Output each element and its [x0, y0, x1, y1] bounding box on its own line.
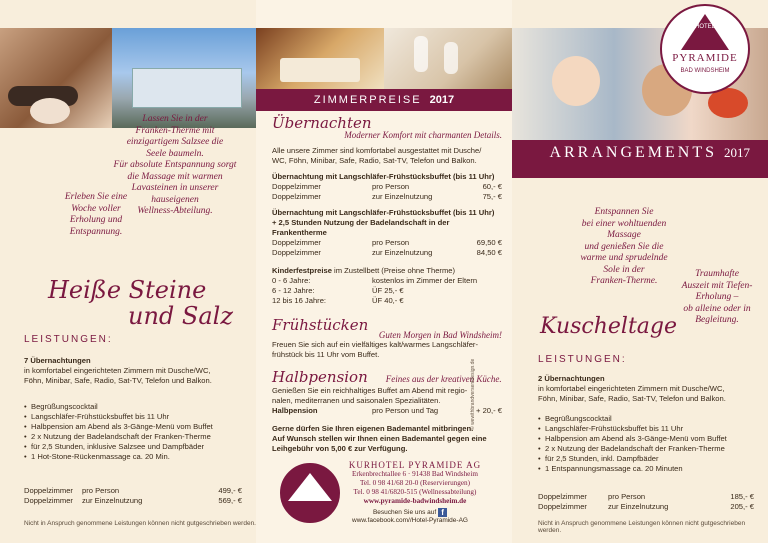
list-item: • Begrüßungscocktail	[24, 402, 250, 412]
script-title-kuscheltage: Kuscheltage	[540, 314, 678, 339]
list-item: • 2 x Nutzung der Badelandschaft der Franken-Therme	[24, 432, 250, 442]
logo-hotel-text: HOTEL	[694, 24, 715, 30]
zimmerpreise-year: 2017	[429, 94, 455, 106]
services-block: 7 Übernachtungen in komfortabel eingerichteten Zimmern mit Dusche/WC, Föhn, Minibar, Safe, Radio, Sat-TV, Telefon und Balkon. • Begrüßungscocktail • Langschläfer-Frühstücksbuffet bis 11 Uhr • Halbpension am Abend als 3-Gänge-Menü vom Buffet • 2 x Nutzung der Badelandschaft der Franken-Therme • für 2,5 Stunden, inklusive Salzsee und Dampfbäder • 1 Hot-Stone-Rückenmassage ca. 20 Min. Doppelzimmer pro Person 499,- € Doppelzimmer zur Einzelnutzung 569,- €	[24, 356, 250, 506]
logo-name-text: PYRAMIDE	[672, 52, 738, 64]
price-row: Doppelzimmer zur Einzelnutzung 84,50 €	[272, 248, 502, 257]
halbpension-subtitle: Feines aus der kreativen Küche.	[385, 374, 502, 384]
website-link[interactable]: www.pyramide-badwindsheim.de	[363, 497, 467, 505]
list-item: • für 2,5 Stunden, inklusive Salzsee und Dampfbäder	[24, 442, 250, 452]
kinder-block: Kinderfestpreise im Zustellbett (Preise ohne Therme) 0 - 6 Jahre: kostenlos im Zimmer der Eltern 6 - 12 Jahre: ÜF 25,- € 12 bis 16 Jahre: ÜF 40,- €	[272, 266, 502, 306]
price-row: Doppelzimmer pro Person 185,- €	[538, 492, 754, 501]
intro-text: Lassen Sie in der Franken-Therme mit einzigartigem Salzsee die Seele baumeln. Für absolute Entspannung sorgt die Massage mit warmen Lavasteinen in unserer hauseigenen Wellness-Abteilung.	[113, 114, 237, 216]
script-title-heisse-steine: Heiße Steine	[48, 276, 207, 304]
right-price-table	[538, 492, 764, 512]
price-block-1: Übernachtung mit Langschläfer-Frühstücksbuffet (bis 11 Uhr) Doppelzimmer pro Person 60,- € Doppelzimmer zur Einzelnutzung 75,- €	[272, 172, 502, 201]
footnote: Nicht in Anspruch genommene Leistungen können nicht gutgeschrieben werden.	[24, 520, 256, 527]
price-row: Doppelzimmer pro Person 60,- €	[272, 182, 502, 191]
price-row: Doppelzimmer zur Einzelnutzung 569,- €	[24, 496, 242, 505]
therme-building-photo	[112, 28, 256, 128]
list-item: • Begrüßungscocktail	[538, 414, 764, 424]
uebernachten-subtitle: Moderner Komfort mit charmanten Details.	[344, 130, 502, 140]
list-item: • Langschläfer-Frühstücksbuffet bis 11 Uhr	[24, 412, 250, 422]
facebook-block[interactable]: Besuchen Sie uns auf f www.facebook.com//Hotel-Pyramide-AG	[352, 508, 468, 525]
arrangements-year: 2017	[724, 145, 750, 160]
halbpension-heading: Halbpension	[272, 368, 368, 386]
arrangements-subtitle: beliebig kombinierbar - ganzjährig buchbar	[594, 168, 750, 177]
price-row: Doppelzimmer pro Person 69,50 €	[272, 238, 502, 247]
hotel-contact: KURHOTEL PYRAMIDE AG Erkenbrechtallee 6 · 91438 Bad Windsheim Tel. 0 98 41/68 20-0 (Reservierungen) Tel. 0 98 41/6820-515 (Wellnessabteilung) www.pyramide-badwindsheim.de	[340, 460, 490, 506]
price-row: Doppelzimmer zur Einzelnutzung 205,- €	[538, 502, 754, 511]
facebook-icon: f	[438, 508, 447, 517]
zimmerpreise-title-bar	[256, 89, 512, 111]
hotel-room-photo	[256, 28, 384, 90]
list-item: • für 2,5 Stunden, inkl. Dampfbäder	[538, 454, 764, 464]
list-item: • 2 x Nutzung der Badelandschaft der Franken-Therme	[538, 444, 764, 454]
list-item: • Langschläfer-Frühstücksbuffet bis 11 Uhr	[538, 424, 764, 434]
list-item: • 1 Hot-Stone-Rückenmassage ca. 20 Min.	[24, 452, 250, 462]
right-footnote: Nicht in Anspruch genommene Leistungen können nicht gutgeschrieben werden.	[538, 520, 746, 534]
arrangements-title: ARRANGEMENTS	[549, 144, 717, 161]
uebernachten-heading: Übernachten	[272, 114, 372, 132]
middle-content: Übernachten Moderner Komfort mit charmanten Details. Alle unsere Zimmer sind komfortabel ausgestattet mit Dusche/ WC, Föhn, Minibar, Safe, Radio, Sat-TV, Telefon und Balkon. Übernachtung mit Langschläfer-Frühstücksbuffet (bis 11 Uhr) Doppelzimmer pro Person 60,- € Doppelzimmer zur Einzelnutzung 75,- € Übernachtung mit Langschläfer-Frühstücksbuffet (bis 11 Uhr) + 2,5 Stunden Nutzung der Badelandschaft in der Frankentherme Doppelzimmer pro Person 69,50 € Doppelzimmer zur Einzelnutzung 84,50 € Kinderfestpreise im Zustellbett (Preise ohne Therme) 0 - 6 Jahre: kostenlos im Zimmer der Eltern 6 - 12 Jahre: ÜF 25,- € 12 bis 16 Jahre: ÜF 40,- € Frühstücken Guten Morgen in Bad Windsheim! Freuen Sie sich auf ein vielfältiges kalt/warmes Langschläfer- frühstück bis 11 Uhr vom Buffet. Halbpension Feines aus der kreativen Küche. Genießen Sie ein reichhaltiges Buffet am Abend mit regio- nalen, mediterranen und saisonalen Spezialitäten. Halbpension pro Person und Tag + 20,- € Gerne dürfen Sie Ihren eigenen Bademantel mitbringen. Auf Wunsch stellen wir Ihnen einen Bademantel gegen eine Leihgebühr von 5,00 € zur Verfügung.	[272, 114, 502, 453]
halbpension-price-row: Halbpension pro Person und Tag + 20,- €	[272, 406, 502, 415]
relax-text: Entspannen Sie bei einer wohltuenden Massage und genießen Sie die warme und sprudelnde Sole in der Franken-Therme.	[580, 207, 668, 286]
vertical-credit: © wewithbrandversentdesign.de	[470, 358, 476, 430]
kinder-row: 6 - 12 Jahre: ÜF 25,- €	[272, 286, 404, 295]
left-panel	[0, 0, 256, 543]
kinder-row: 0 - 6 Jahre: kostenlos im Zimmer der Eltern	[272, 276, 478, 285]
price-row: Doppelzimmer zur Einzelnutzung 75,- €	[272, 192, 502, 201]
script-title-und-salz: und Salz	[128, 302, 233, 330]
right-leistungen-label: LEISTUNGEN:	[538, 354, 627, 365]
list-item: • Halbpension am Abend als 3-Gänge-Menü vom Buffet	[24, 422, 250, 432]
services-list	[24, 402, 250, 462]
price-block-2: Übernachtung mit Langschläfer-Frühstücksbuffet (bis 11 Uhr) + 2,5 Stunden Nutzung der Badelandschaft in der Frankentherme Doppelzimmer pro Person 69,50 € Doppelzimmer zur Einzelnutzung 84,50 €	[272, 208, 502, 257]
right-services-block: 2 Übernachtungen in komfortabel eingerichteten Zimmern mit Dusche/WC, Föhn, Minibar, Safe, Radio, Sat-TV, Telefon und Balkon. • Begrüßungscocktail • Langschläfer-Frühstücksbuffet bis 11 Uhr • Halbpension am Abend als 3-Gänge-Menü vom Buffet • 2 x Nutzung der Badelandschaft der Franken-Therme • für 2,5 Stunden, inkl. Dampfbäder • 1 Entspannungsmassage ca. 20 Minuten Doppelzimmer pro Person 185,- € Doppelzimmer zur Einzelnutzung 205,- €	[538, 374, 764, 512]
hot-stone-photo	[0, 28, 112, 128]
leistungen-label: LEISTUNGEN:	[24, 334, 113, 345]
right-side-text: Traumhafte Auszeit mit Tiefen- Erholung – ob alleine oder in Begleitung.	[681, 269, 753, 325]
logo-town-text: BAD WINDSHEIM	[680, 68, 730, 74]
hotel-name: KURHOTEL PYRAMIDE AG	[348, 460, 482, 470]
price-table	[24, 486, 250, 506]
bademantel-note: Gerne dürfen Sie Ihren eigenen Bademantel mitbringen. Auf Wunsch stellen wir Ihnen einen Bademantel gegen eine Leihgebühr von 5,00 € zur Verfügung.	[272, 424, 487, 453]
list-item: • 1 Entspannungsmassage ca. 20 Minuten	[538, 464, 764, 474]
restaurant-photo	[384, 28, 512, 90]
fruehstuecken-heading: Frühstücken	[272, 316, 369, 334]
list-item: • Halbpension am Abend als 3-Gänge-Menü vom Buffet	[538, 434, 764, 444]
pyramide-logo-top	[660, 4, 750, 94]
fruehstuecken-subtitle: Guten Morgen in Bad Windsheim!	[378, 330, 502, 340]
price-row: Doppelzimmer pro Person 499,- €	[24, 486, 242, 495]
pyramide-logo-bottom	[280, 463, 340, 523]
kinder-row: 12 bis 16 Jahre: ÜF 40,- €	[272, 296, 404, 305]
right-services-list	[538, 414, 764, 474]
side-text: Erleben Sie eine Woche voller Erholung und Entspannung.	[64, 192, 128, 237]
zimmerpreise-title: ZIMMERPREISE	[313, 94, 422, 106]
